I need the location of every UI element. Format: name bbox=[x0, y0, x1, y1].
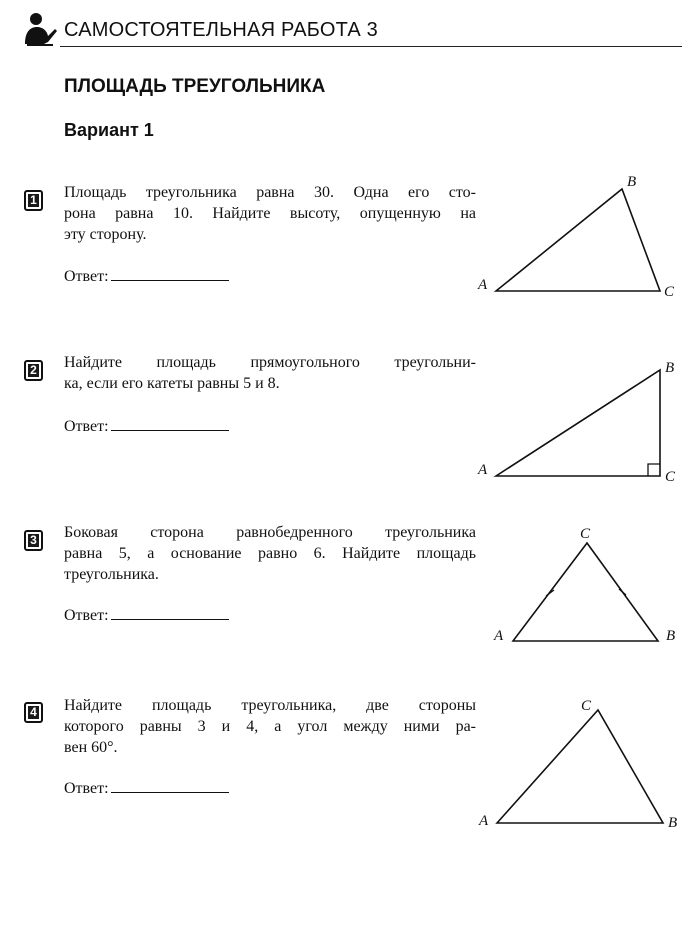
triangle-figure-4 bbox=[478, 698, 677, 831]
header-rule bbox=[60, 46, 682, 47]
variant-title: Вариант 1 bbox=[64, 120, 154, 140]
topic-title: ПЛОЩАДЬ ТРЕУГОЛЬНИКА bbox=[64, 76, 326, 97]
answer-blank[interactable] bbox=[111, 603, 229, 620]
vertex-label-a: A bbox=[478, 277, 488, 293]
task-number-badge: 2 bbox=[24, 360, 43, 381]
triangle-figure-1 bbox=[477, 174, 675, 300]
question-line: Найдите площадь треугольника, две стороны bbox=[64, 697, 476, 714]
vertex-label-b: B bbox=[665, 360, 675, 376]
question-line: Боковая сторона равнобедренного треугольника bbox=[64, 524, 476, 541]
answer-field[interactable] bbox=[64, 264, 229, 286]
question-line: Найдите площадь прямоугольного треугольни- bbox=[64, 354, 476, 371]
equal-side-tick bbox=[546, 590, 554, 596]
vertex-label-c: C bbox=[664, 284, 675, 300]
answer-blank[interactable] bbox=[111, 264, 229, 281]
vertex-label-c: C bbox=[580, 526, 591, 542]
question-line: равна 5, а основание равно 6. Найдите площадь bbox=[64, 545, 476, 562]
triangle-figure-2 bbox=[477, 360, 676, 485]
answer-field[interactable] bbox=[64, 776, 229, 798]
work-title: САМОСТОЯТЕЛЬНАЯ РАБОТА 3 bbox=[64, 19, 378, 41]
vertex-label-c: C bbox=[665, 469, 676, 485]
question-line: ка, если его катеты равны 5 и 8. bbox=[64, 375, 280, 392]
triangle-figure-3 bbox=[493, 526, 675, 644]
page-header bbox=[22, 12, 682, 52]
vertex-label-b: B bbox=[668, 815, 678, 831]
equal-side-tick bbox=[619, 589, 626, 595]
answer-label: Ответ: bbox=[64, 607, 109, 624]
task-number-badge: 4 bbox=[24, 702, 43, 723]
answer-blank[interactable] bbox=[111, 776, 229, 793]
question-line: треугольника. bbox=[64, 566, 159, 583]
question-line: которого равны 3 и 4, а угол между ними ра- bbox=[64, 718, 476, 735]
vertex-label-c: C bbox=[581, 698, 592, 714]
right-angle-mark bbox=[648, 464, 660, 476]
vertex-label-a: A bbox=[494, 628, 504, 644]
question-line: вен 60°. bbox=[64, 739, 118, 756]
answer-blank[interactable] bbox=[111, 414, 229, 431]
question-line: рона равна 10. Найдите высоту, опущенную на bbox=[64, 205, 476, 222]
vertex-label-a: A bbox=[479, 813, 489, 829]
question-line: Площадь треугольника равна 30. Одна его сто- bbox=[64, 184, 476, 201]
vertex-label-b: B bbox=[666, 628, 676, 644]
answer-label: Ответ: bbox=[64, 780, 109, 797]
question-line: эту сторону. bbox=[64, 226, 147, 243]
vertex-label-a: A bbox=[478, 462, 488, 478]
answer-field[interactable] bbox=[64, 603, 229, 625]
writing-person-icon bbox=[22, 12, 58, 46]
vertex-label-b: B bbox=[627, 174, 637, 190]
answer-label: Ответ: bbox=[64, 268, 109, 285]
answer-field[interactable] bbox=[64, 414, 229, 436]
answer-label: Ответ: bbox=[64, 418, 109, 435]
task-number-badge: 1 bbox=[24, 190, 43, 211]
task-number-badge: 3 bbox=[24, 530, 43, 551]
